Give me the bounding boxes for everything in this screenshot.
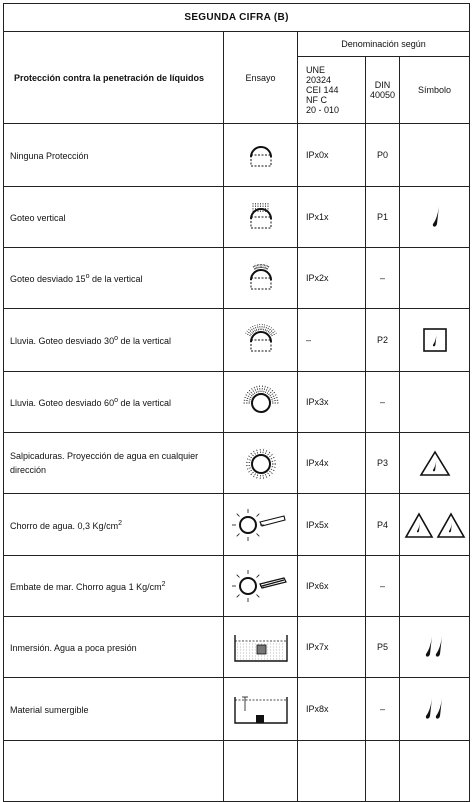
row-description-sup: o	[114, 397, 118, 404]
row-une	[298, 741, 366, 802]
header-denominacion: Denominación según	[298, 32, 470, 57]
row-description-text: Material sumergible	[10, 705, 89, 715]
row-description-text: Embate de mar. Chorro agua 1 Kg/cm	[10, 582, 162, 592]
row-din: –	[366, 556, 400, 617]
row-description	[4, 248, 224, 309]
row-test	[224, 494, 298, 556]
row-description	[4, 187, 224, 248]
row-une: IPx8x	[298, 678, 366, 741]
header-une-line: UNE	[306, 65, 365, 75]
header-une-line: 20 - 010	[306, 105, 365, 115]
row-test	[224, 124, 298, 187]
row-symbol	[400, 617, 470, 678]
row-test	[224, 556, 298, 617]
header-simbolo: Símbolo	[400, 57, 470, 124]
row-test	[224, 741, 298, 802]
test-icon	[241, 201, 281, 233]
row-description	[4, 494, 224, 556]
row-description	[4, 124, 224, 187]
header-proteccion: Protección contra la penetración de líquidos	[4, 32, 224, 124]
row-description-after: de la vertical	[89, 274, 142, 284]
test-icon	[241, 262, 281, 294]
row-din: –	[366, 248, 400, 309]
drop-icon	[423, 203, 447, 231]
row-symbol	[400, 187, 470, 248]
table-row	[4, 372, 470, 433]
row-symbol	[400, 124, 470, 187]
test-icon	[232, 568, 290, 604]
row-une: IPx0x	[298, 124, 366, 187]
row-symbol	[400, 494, 470, 556]
header-une-line: CEI 144	[306, 85, 365, 95]
row-din: P0	[366, 124, 400, 187]
row-test	[224, 187, 298, 248]
row-description-text: Goteo desviado 15	[10, 274, 86, 284]
table-row	[4, 741, 470, 802]
row-din: P2	[366, 309, 400, 372]
header-din-line: DIN	[366, 80, 399, 90]
header-une-line: NF C	[306, 95, 365, 105]
row-din: P4	[366, 494, 400, 556]
table-title: SEGUNDA CIFRA (B)	[4, 4, 470, 32]
row-une: IPx2x	[298, 248, 366, 309]
row-din: P3	[366, 433, 400, 494]
row-une: IPx5x	[298, 494, 366, 556]
row-description-sup: o	[114, 335, 118, 342]
double-drop-icon	[420, 632, 450, 662]
test-icon	[231, 629, 291, 665]
table-body	[4, 124, 470, 802]
row-symbol	[400, 248, 470, 309]
row-test	[224, 617, 298, 678]
row-din	[366, 741, 400, 802]
row-description	[4, 678, 224, 741]
row-description-text: Lluvia. Goteo desviado 60	[10, 398, 114, 408]
table-row	[4, 617, 470, 678]
row-test	[224, 248, 298, 309]
row-une: IPx4x	[298, 433, 366, 494]
two-triangles-icon	[404, 510, 466, 540]
row-description-sup: o	[86, 273, 90, 280]
table-row	[4, 248, 470, 309]
table-row	[4, 309, 470, 372]
row-din: P1	[366, 187, 400, 248]
test-icon	[241, 139, 281, 171]
row-symbol	[400, 433, 470, 494]
row-description-after: de la vertical	[118, 336, 171, 346]
row-symbol	[400, 678, 470, 741]
test-icon	[241, 324, 281, 356]
row-description-sup: 2	[118, 520, 122, 527]
row-symbol	[400, 741, 470, 802]
table-row	[4, 187, 470, 248]
row-une: IPx7x	[298, 617, 366, 678]
row-din: –	[366, 678, 400, 741]
table-row	[4, 124, 470, 187]
row-test	[224, 678, 298, 741]
row-une: IPx1x	[298, 187, 366, 248]
row-description	[4, 372, 224, 433]
row-description	[4, 309, 224, 372]
row-symbol	[400, 372, 470, 433]
table-row	[4, 433, 470, 494]
row-test	[224, 433, 298, 494]
double-drop-icon	[420, 694, 450, 724]
row-symbol	[400, 556, 470, 617]
drop-triangle-icon	[419, 449, 451, 477]
row-symbol	[400, 309, 470, 372]
row-une: –	[298, 309, 366, 372]
test-icon	[231, 691, 291, 727]
row-description-sup: 2	[162, 581, 166, 588]
table-row	[4, 556, 470, 617]
test-icon	[232, 507, 290, 543]
row-description-text: Inmersión. Agua a poca presión	[10, 643, 137, 653]
row-description-text: Goteo vertical	[10, 213, 66, 223]
header-ensayo: Ensayo	[224, 32, 298, 124]
row-une: IPx6x	[298, 556, 366, 617]
row-test	[224, 372, 298, 433]
table-row	[4, 678, 470, 741]
test-icon	[239, 445, 283, 481]
drop-square-icon	[422, 327, 448, 353]
row-din: P5	[366, 617, 400, 678]
row-description-after: de la vertical	[118, 398, 171, 408]
row-description	[4, 617, 224, 678]
header-din-line: 40050	[366, 90, 399, 100]
row-din: –	[366, 372, 400, 433]
row-test	[224, 309, 298, 372]
row-description	[4, 433, 224, 494]
row-une: IPx3x	[298, 372, 366, 433]
row-description	[4, 741, 224, 802]
table-row	[4, 494, 470, 556]
header-une	[298, 57, 366, 124]
header-din	[366, 57, 400, 124]
protection-table	[3, 3, 470, 802]
header-une-line: 20324	[306, 75, 365, 85]
row-description	[4, 556, 224, 617]
row-description-text: Ninguna Protección	[10, 151, 89, 161]
test-icon	[239, 384, 283, 420]
row-description-text: Lluvia. Goteo desviado 30	[10, 336, 114, 346]
row-description-text: Chorro de agua. 0,3 Kg/cm	[10, 521, 118, 531]
row-description-text: Salpicaduras. Proyección de agua en cualquier dirección	[10, 451, 198, 475]
